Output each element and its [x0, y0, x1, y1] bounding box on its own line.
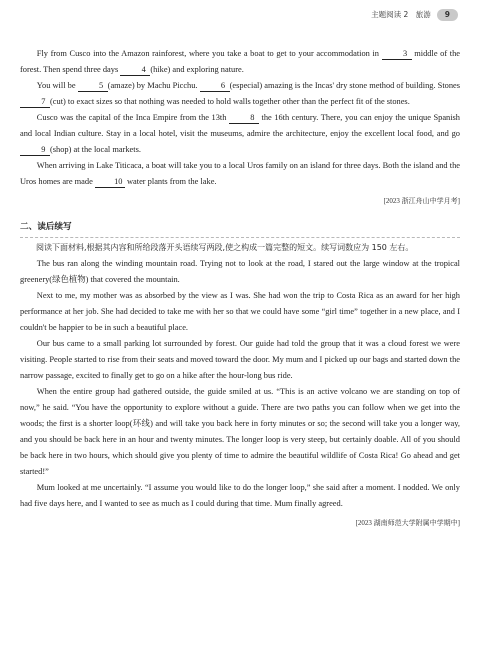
- story-paragraph: Our bus came to a small parking lot surrounded by forest. Our guide had told the group that it was a cloud forest we were visiting. People started to rise from their seats and moved toward the door. My mum and I picked up our bags and started down the narrow passage, excited to finally get to go on a hike after the hour-long bus ride.: [20, 339, 460, 380]
- text: Fly from Cusco into the Amazon rainforest, where you take a boat to get to your accommodation in: [36, 49, 382, 58]
- blank-8: 8: [229, 112, 259, 124]
- grammar-paragraph-4: [20, 158, 460, 190]
- instruction-text: 阅读下面材料,根据其内容和所给段落开头语续写两段,使之构成一篇完整的短文。续写词数应为 150 左右。: [36, 243, 414, 252]
- story-paragraph: The bus ran along the winding mountain road. Trying not to look at the road, I stared out the large window at the tropical greenery(绿色植物) that covered the mountain.: [20, 259, 460, 284]
- text: (amaze) by Machu Picchu.: [107, 81, 200, 90]
- source-citation: [2023 湖南师范大学附属中学期中]: [355, 519, 460, 527]
- blank-10: 10: [95, 176, 125, 188]
- page-header: [371, 8, 458, 22]
- header-title: 主题阅读 2 旅游: [371, 10, 431, 19]
- grammar-paragraph-1: [20, 46, 460, 78]
- blank-5: 5: [78, 80, 108, 92]
- story-paragraph: Mum looked at me uncertainly. “I assume you would like to do the longer loop,” she said after a moment. I nodded. We only had five days here, and I wanted to see as much as I could during that time. Mum finally agreed.: [20, 483, 460, 508]
- blank-4: 4: [120, 64, 150, 76]
- story-paragraph: Next to me, my mother was as absorbed by the view as I was. She had won the trip to Costa Rica as an award for her high performance at her job. She had decided to take me with her so that we could have some “girl time” together in a new place, and I couldn't be happier to be in such a beautiful place.: [20, 291, 460, 332]
- text: (shop) at the local markets.: [50, 145, 141, 154]
- page-content: [20, 46, 460, 531]
- text: You will be: [36, 81, 78, 90]
- blank-6: 6: [200, 80, 230, 92]
- grammar-paragraph-2: [20, 78, 460, 110]
- story-paragraph: When the entire group had gathered outside, the guide smiled at us. “This is an active volcano we are standing on top of now,” he said. “You have the opportunity to explore without a guide. There are two paths you can follow when we get into the woods; the first is a shorter loop(环线) and will take you back here in forty minutes or so; the second will take you a longer way, and you should be back here in an hour and twenty minutes. The longer loop is very steep, but certainly doable. All of you should be back here in two hours, which should give you plenty of time to admire the beautiful wildlife of Costa Rica! Go ahead and get started!”: [20, 387, 460, 476]
- page-number-badge: 9: [437, 9, 458, 21]
- text: (especial) amazing is the Incas' dry stone method of building. Stones: [229, 81, 460, 90]
- blank-7: 7: [20, 96, 50, 108]
- text: (cut) to exact sizes so that nothing was needed to hold walls together other than the perfect fit of the stones.: [50, 97, 410, 106]
- text: middle of the forest. Then spend three days: [20, 49, 461, 74]
- text: When arriving in Lake Titicaca, a boat will take you to a local Uros family on an island for three days. Both the island and the Uros homes are made: [20, 161, 460, 186]
- grammar-paragraph-3: [20, 110, 460, 158]
- blank-3: 3: [382, 48, 412, 60]
- text: the 16th century. There, you can enjoy the unique Spanish and local Indian culture. Stay in a local hotel, visit the museums, admire the architecture, enjoy the excellent local food, and go: [20, 113, 460, 138]
- text: (hike) and exploring nature.: [150, 65, 244, 74]
- section-heading: 二、读后续写: [20, 219, 460, 238]
- blank-9: 9: [20, 144, 50, 156]
- source-citation: [2023 浙江舟山中学月考]: [383, 197, 460, 205]
- text: water plants from the lake.: [124, 177, 217, 186]
- text: Cusco was the capital of the Inca Empire from the 13th: [36, 113, 229, 122]
